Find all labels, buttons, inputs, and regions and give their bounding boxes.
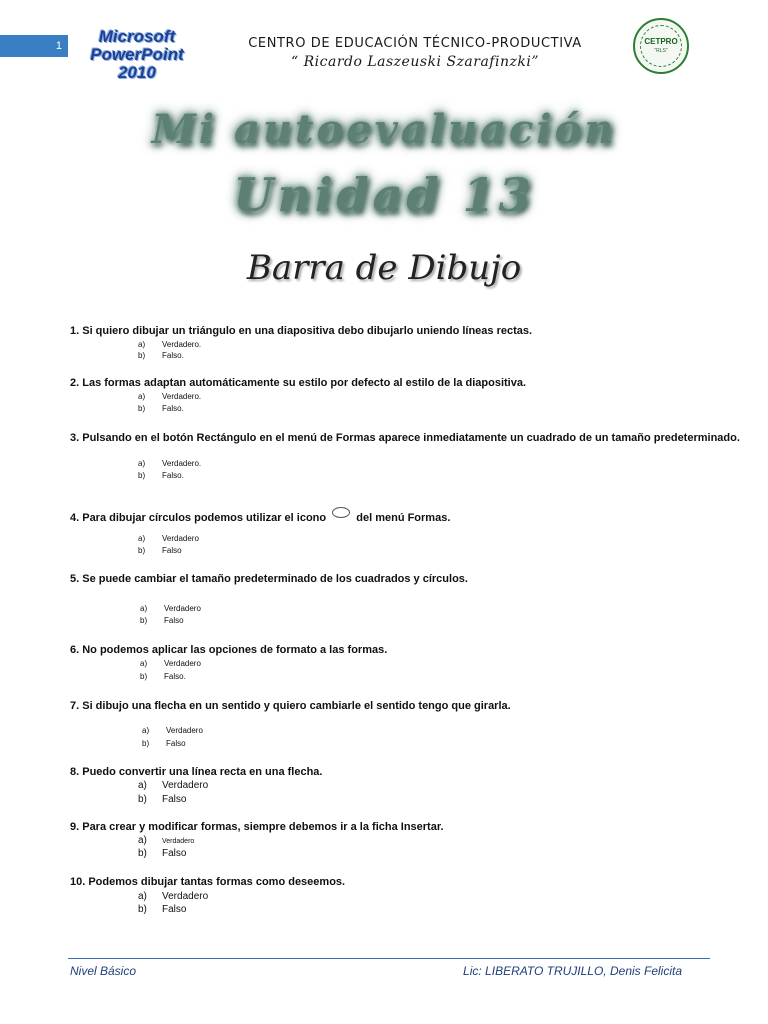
option-7b[interactable] [142,739,186,749]
institution-title: CENTRO DE EDUCACIÓN TÉCNICO-PRODUCTIVA [248,36,582,51]
option-letter: a) [140,604,148,613]
option-1b[interactable] [138,351,184,361]
option-letter: a) [138,891,147,902]
powerpoint-logo [74,28,200,82]
seal-sub: "RLS" [654,48,668,54]
option-9a[interactable] [138,836,194,847]
option-letter: a) [138,459,146,468]
option-8b[interactable] [138,794,186,806]
option-6b[interactable] [140,672,186,682]
option-text: Verdadero. [162,392,202,401]
option-4a[interactable] [138,534,199,544]
footer-author: Lic: LIBERATO TRUJILLO, Denis Felicita [463,964,682,978]
question-8: 8. Puedo convertir una línea recta en una flecha. [70,766,323,778]
logo-line2: PowerPoint 2010 [90,44,184,82]
option-10a[interactable] [138,891,208,903]
option-text: Verdadero [162,891,209,902]
option-text: Falso [162,904,187,915]
question-6: 6. No podemos aplicar las opciones de formato a las formas. [70,644,388,656]
option-5b[interactable] [140,616,184,626]
option-letter: a) [140,659,148,668]
option-letter: a) [138,780,147,791]
option-letter: b) [138,404,146,413]
option-text: Falso [162,848,187,859]
option-text: Falso [164,616,184,625]
option-letter: b) [140,672,148,681]
title-unidad: Unidad 13 [233,168,535,222]
option-letter: b) [138,351,146,360]
option-text: Falso. [162,351,184,360]
option-text: Verdadero [166,726,203,735]
logo-line1: Microsoft [98,27,176,46]
option-2b[interactable] [138,404,184,414]
title-autoevaluacion: Mi autoevaluación [151,106,617,153]
cetpro-seal-icon [633,18,689,74]
option-letter: a) [138,392,146,401]
option-text: Falso [166,739,186,748]
option-3b[interactable] [138,471,184,481]
option-text: Falso. [164,672,186,681]
option-text: Falso. [162,404,184,413]
option-2a[interactable] [138,392,201,402]
option-text: Falso [162,546,182,555]
page-number [0,35,68,57]
option-8a[interactable] [138,780,208,792]
question-3: 3. Pulsando en el botón Rectángulo en el menú de Formas aparece inmediatamente un cuadrado de un tamaño predeterminado. [70,432,740,444]
option-4b[interactable] [138,546,182,556]
option-text: Verdadero. [162,459,202,468]
option-7a[interactable] [142,726,203,736]
option-letter: b) [138,794,147,805]
question-2: 2. Las formas adaptan automáticamente su estilo por defecto al estilo de la diapositiva. [70,377,527,389]
option-1a[interactable] [138,340,201,350]
question-4 [70,507,741,525]
option-letter: a) [138,534,146,543]
option-text: Verdadero [164,604,201,613]
seal-label: CETPRO [644,37,678,46]
option-9b[interactable] [138,848,186,860]
oval-shape-icon [332,507,350,518]
option-text: Verdadero [162,780,209,791]
question-5: 5. Se puede cambiar el tamaño predeterminado de los cuadrados y círculos. [70,573,468,585]
question-1: 1. Si quiero dibujar un triángulo en una diapositiva debo dibujarlo uniendo líneas rectas. [70,325,533,337]
option-text: Falso [162,794,187,805]
institution-name: “ Ricardo Laszeuski Szarafinzki” [291,54,539,70]
option-text: Falso. [162,471,184,480]
footer-divider [68,958,710,959]
page-number-text: 1 [55,40,62,52]
option-5a[interactable] [140,604,201,614]
option-3a[interactable] [138,459,201,469]
option-letter: b) [138,546,146,555]
option-letter: a) [142,726,150,735]
option-letter: b) [138,471,146,480]
option-letter: b) [138,848,147,859]
question-4-text-before: 4. Para dibujar círculos podemos utilizar el icono [70,512,327,524]
option-letter: b) [138,904,147,915]
subject-title: Barra de Dibujo [246,248,522,288]
option-letter: b) [142,739,150,748]
question-7: 7. Si dibujo una flecha en un sentido y quiero cambiarle el sentido tengo que girarla. [70,700,511,712]
option-10b[interactable] [138,904,186,916]
question-4-text-after: del menú Formas. [356,512,451,524]
question-10: 10. Podemos dibujar tantas formas como deseemos. [70,876,346,888]
option-6a[interactable] [140,659,201,669]
footer-level: Nivel Básico [70,964,137,978]
option-text: Verdadero. [162,340,202,349]
option-letter: a) [138,340,146,349]
option-letter: b) [140,616,148,625]
option-letter: a) [138,835,147,846]
question-9: 9. Para crear y modificar formas, siempre debemos ir a la ficha Insertar. [70,821,444,833]
option-text: Verdadero [162,838,195,845]
seal-inner [640,25,682,67]
option-text: Verdadero [164,659,201,668]
option-text: Verdadero [162,534,199,543]
